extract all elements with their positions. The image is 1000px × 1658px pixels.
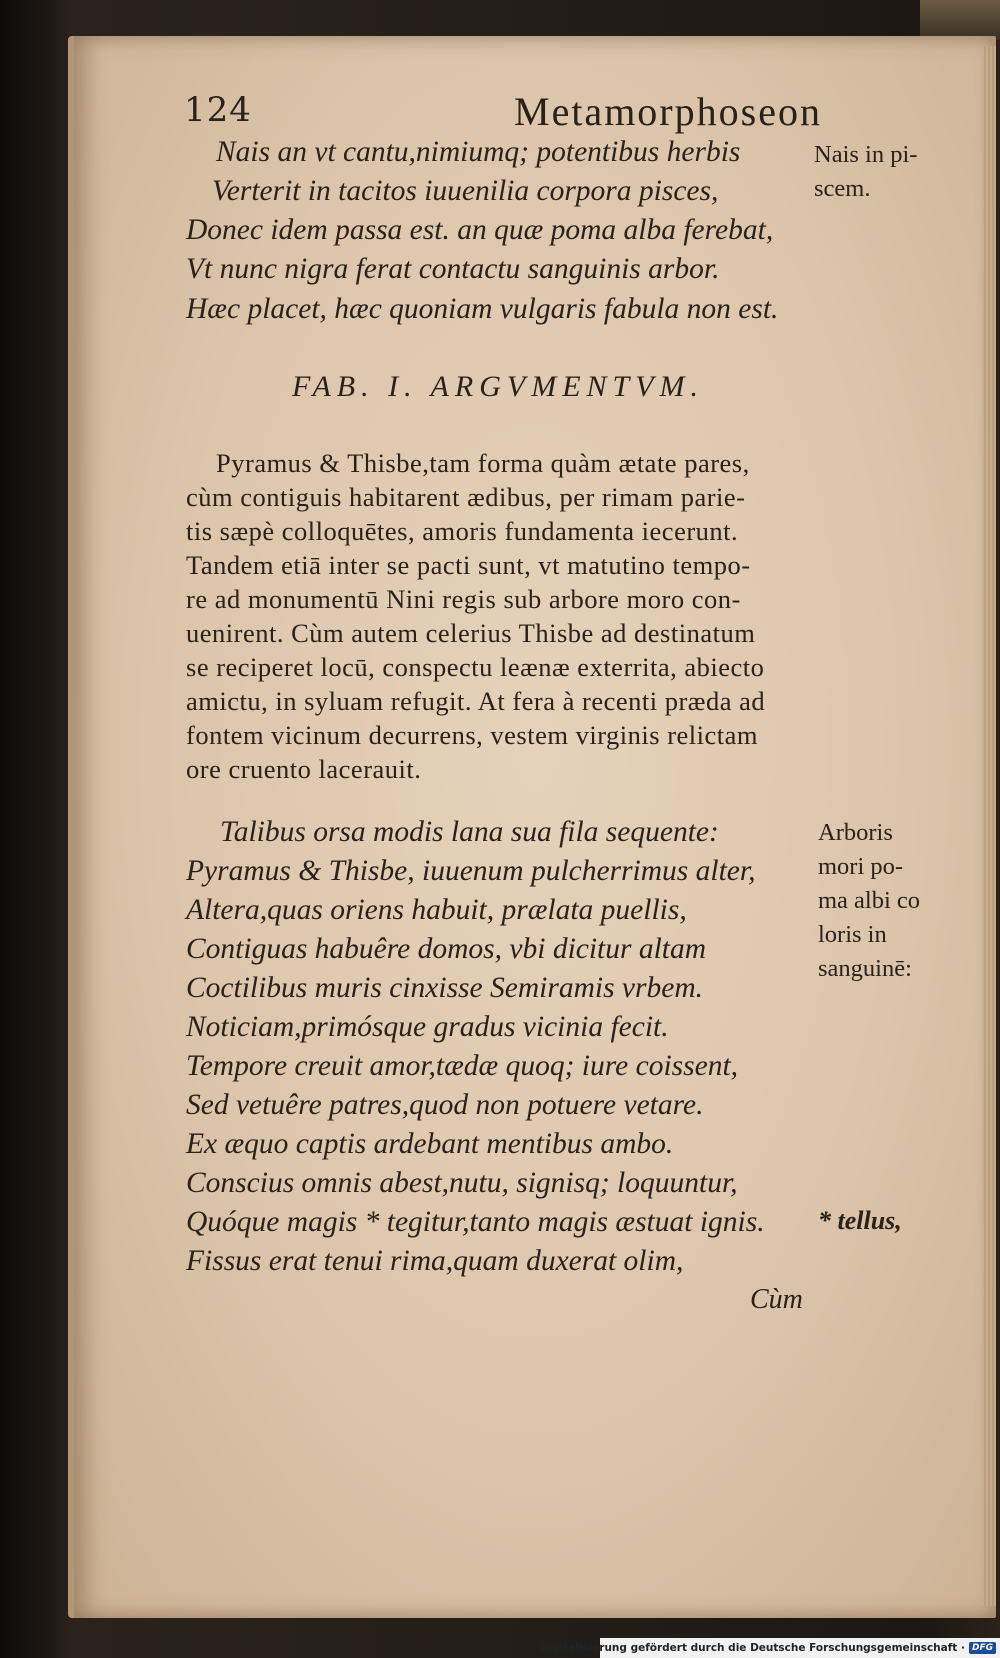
verse-line: Verterit in tacitos iuuenilia corpora pisces,	[212, 175, 719, 207]
margin-note-tellus: * tellus,	[818, 1206, 902, 1235]
argument-line: uenirent. Cùm autem celerius Thisbe ad destinatum	[186, 618, 756, 648]
verse-line: Quóque magis * tegitur,tanto magis æstuat ignis.	[186, 1206, 765, 1238]
verse-line: Nais an vt cantu,nimiumq; potentibus herbis	[216, 136, 741, 168]
verse-line: Contiguas habuêre domos, vbi dicitur altam	[186, 933, 707, 965]
footer-credit: Digitalisierung gefördert durch die Deutsche Forschungsgemeinschaft ·	[539, 1642, 965, 1654]
verse-line: Tempore creuit amor,tædæ quoq; iure coissent,	[186, 1050, 739, 1082]
margin-note-nais: Nais in pi- scem.	[814, 141, 918, 202]
argument-line: ore cruento lacerauit.	[186, 754, 422, 784]
verse-line: Coctilibus muris cinxisse Semiramis vrbem.	[186, 972, 704, 1004]
argument-line: tis sæpè colloquētes, amoris fundamenta iecerunt.	[186, 516, 739, 546]
page-number: 124	[184, 90, 252, 130]
running-title: Metamorphoseon	[514, 89, 822, 134]
verse-line: Sed vetuêre patres,quod non potuere vetare.	[186, 1089, 704, 1121]
argument-line: fontem vicinum decurrens, vestem virginis relictam	[186, 720, 759, 750]
argument-line: re ad monumentū Nini regis sub arbore moro con-	[186, 584, 741, 614]
argument-line: Pyramus & Thisbe,tam forma quàm ætate pares,	[216, 448, 750, 478]
verse-line: Altera,quas oriens habuit, prælata puellis,	[186, 894, 687, 926]
verse-line: Donec idem passa est. an quæ poma alba ferebat,	[186, 214, 774, 246]
page-edge	[982, 46, 996, 1606]
verse-line: Ex æquo captis ardebant mentibus ambo.	[186, 1128, 674, 1160]
verse-line: Talibus orsa modis lana sua fila sequente:	[220, 816, 719, 848]
argument-heading: FAB. I. ARGVMENTVM.	[292, 370, 705, 403]
catchword: Cùm	[750, 1284, 803, 1315]
argument-line: amictu, in syluam refugit. At fera à recenti præda ad	[186, 686, 766, 716]
margin-note-arboris: Arboris mori po- ma albi co loris in sanguinē:	[818, 819, 921, 982]
argument-line: Tandem etiā inter se pacti sunt, vt matutino tempo-	[186, 550, 751, 580]
book-spine-corner	[920, 0, 1000, 40]
dfg-logo-icon: DFG	[969, 1642, 996, 1654]
verse-line: Noticiam,primósque gradus vicinia fecit.	[186, 1011, 669, 1043]
verse-line: Pyramus & Thisbe, iuuenum pulcherrimus alter,	[186, 855, 756, 887]
book-page	[68, 36, 996, 1618]
verse-line: Hæc placet, hæc quoniam vulgaris fabula non est.	[186, 293, 779, 325]
argument-line: cùm contiguis habitarent ædibus, per rimam parie-	[186, 482, 746, 512]
verse-line: Fissus erat tenui rima,quam duxerat olim,	[186, 1245, 684, 1277]
footer-credit-bar	[539, 1638, 1000, 1658]
verse-line: Vt nunc nigra ferat contactu sanguinis arbor.	[186, 253, 720, 285]
verse-line: Conscius omnis abest,nutu, signisq; loquuntur,	[186, 1167, 738, 1199]
argument-line: se reciperet locū, conspectu leænæ exterrita, abiecto	[186, 652, 765, 682]
